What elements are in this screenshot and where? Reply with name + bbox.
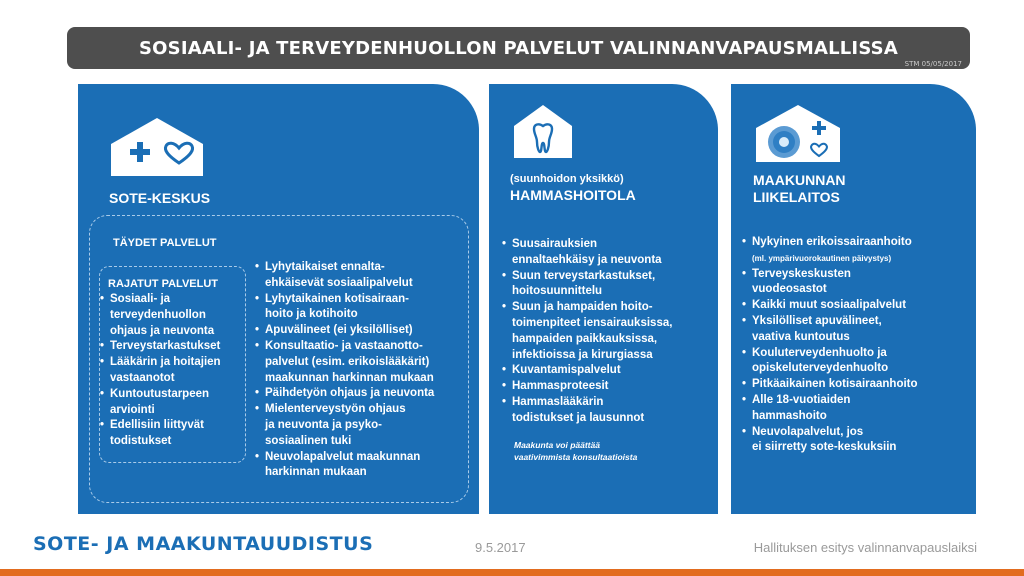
page-title: SOSIAALI- JA TERVEYDENHUOLLON PALVELUT VALINNANVAPAUSMALLISSA bbox=[139, 37, 898, 59]
title-bar bbox=[67, 27, 970, 69]
list-item: • Neuvolapalvelut, jos ei siirretty sote-keskuksiin bbox=[742, 425, 974, 457]
list-item: • Kuntoutustarpeen arviointi bbox=[100, 387, 250, 419]
list-item: • Nykyinen erikoissairaanhoito (ml. ympärivuorokautinen päivystys) bbox=[742, 235, 974, 267]
bottom-accent-line bbox=[0, 569, 1024, 576]
house-tooth-icon bbox=[512, 102, 574, 160]
list-item: • Päihdetyön ohjaus ja neuvonta bbox=[255, 386, 467, 402]
full-services-list bbox=[255, 260, 467, 481]
list-item: • Konsultaatio- ja vastaanotto- palvelut (esim. erikoislääkärit) maakunnan harkinnan mukaan bbox=[255, 339, 467, 386]
sote-keskus-panel bbox=[78, 84, 479, 514]
hammashoitola-note: Maakunta voi päättää vaativimmista konsultaatioista bbox=[514, 440, 638, 462]
list-item: • Hammasproteesit bbox=[502, 379, 714, 395]
footer-brand: SOTE- JA MAAKUNTAUUDISTUS bbox=[33, 533, 374, 555]
list-item: • Yksilölliset apuvälineet, vaativa kuntoutus bbox=[742, 314, 974, 346]
list-item: • Sosiaali- ja terveydenhuollon ohjaus ja neuvonta bbox=[100, 292, 250, 339]
list-item: • Lyhytaikainen kotisairaan- hoito ja kotihoito bbox=[255, 292, 467, 324]
list-item: • Lyhytaikaiset ennalta- ehkäisevät sosiaalipalvelut bbox=[255, 260, 467, 292]
list-item: • Kuvantamispalvelut bbox=[502, 363, 714, 379]
list-item-note: (ml. ympärivuorokautinen päivystys) bbox=[752, 253, 892, 263]
list-item: • Suun ja hampaiden hoito- toimenpiteet iensairauksissa, hampaiden paikkauksissa, infektioissa ja kirurgiassa bbox=[502, 300, 714, 363]
hammashoitola-subheading: (suunhoidon yksikkö) bbox=[510, 173, 624, 185]
list-item: • Suusairauksien ennaltaehkäisy ja neuvonta bbox=[502, 237, 714, 269]
list-item: • Lääkärin ja hoitajien vastaanotot bbox=[100, 355, 250, 387]
list-item: • Suun terveystarkastukset, hoitosuunnittelu bbox=[502, 269, 714, 301]
list-item: • Pitkäaikainen kotisairaanhoito bbox=[742, 377, 974, 393]
liikelaitos-heading-line1: MAAKUNNAN bbox=[753, 172, 846, 188]
list-item: • Alle 18-vuotiaiden hammashoito bbox=[742, 393, 974, 425]
hammashoitola-list bbox=[502, 237, 714, 427]
footer-date: 9.5.2017 bbox=[475, 540, 526, 555]
house-plus-heart-icon bbox=[109, 114, 205, 178]
house-globe-plus-heart-icon bbox=[754, 102, 842, 164]
hammashoitola-heading: HAMMASHOITOLA bbox=[510, 187, 636, 203]
list-item: • Mielenterveystyön ohjaus ja neuvonta ja psyko- sosiaalinen tuki bbox=[255, 402, 467, 449]
liikelaitos-heading-line2: LIIKELAITOS bbox=[753, 189, 840, 205]
list-item: • Terveyskeskusten vuodeosastot bbox=[742, 267, 974, 299]
footer-caption: Hallituksen esitys valinnanvapauslaiksi bbox=[753, 540, 977, 555]
title-reference: STM 05/05/2017 bbox=[904, 60, 962, 68]
limited-services-list bbox=[100, 292, 250, 450]
list-item: • Kouluterveydenhuolto ja opiskeluterveydenhuolto bbox=[742, 346, 974, 378]
list-item: • Apuvälineet (ei yksilölliset) bbox=[255, 323, 467, 339]
list-item: • Edellisiin liittyvät todistukset bbox=[100, 418, 250, 450]
liikelaitos-panel bbox=[731, 84, 976, 514]
hammashoitola-panel bbox=[489, 84, 718, 514]
list-item: • Kaikki muut sosiaalipalvelut bbox=[742, 298, 974, 314]
list-item: • Neuvolapalvelut maakunnan harkinnan mukaan bbox=[255, 450, 467, 482]
sote-keskus-heading: SOTE-KESKUS bbox=[109, 190, 211, 206]
limited-services-label: RAJATUT PALVELUT bbox=[108, 278, 218, 290]
list-item: • Terveystarkastukset bbox=[100, 339, 250, 355]
full-services-label: TÄYDET PALVELUT bbox=[113, 237, 217, 249]
liikelaitos-list bbox=[742, 235, 974, 456]
list-item: • Hammaslääkärin todistukset ja lausunnot bbox=[502, 395, 714, 427]
